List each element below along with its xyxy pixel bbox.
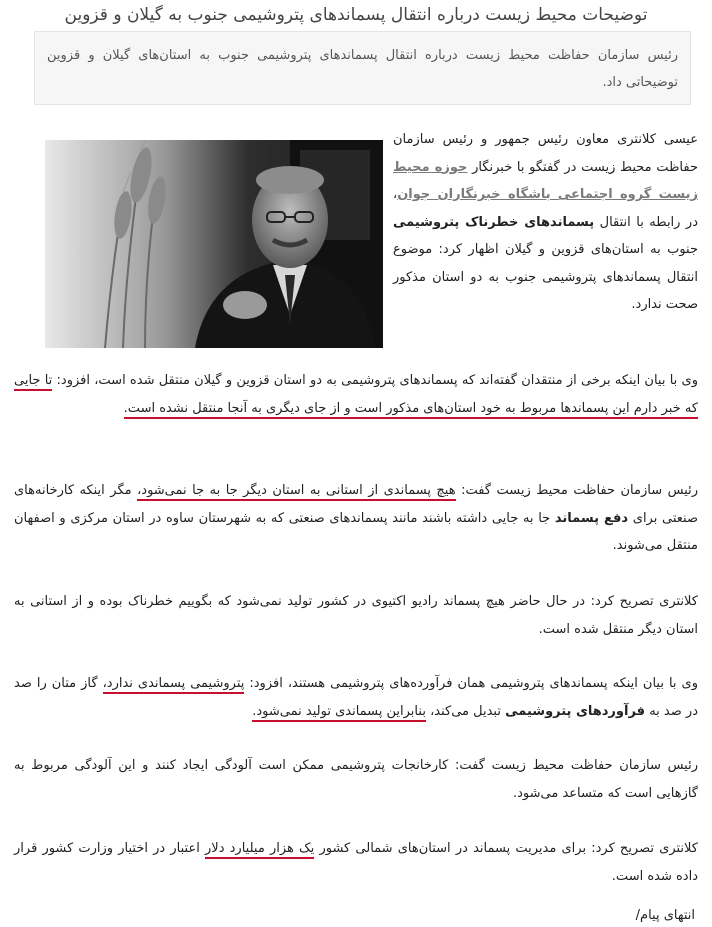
paragraph-7-underlined: یک هزار میلیارد دلار [205,841,314,859]
paragraph-3-bold: دفع پسماند [554,510,629,526]
paragraph-5-text-b: گاز متان را صد در صد به [14,676,698,719]
paragraph-1-text-b: ، در رابطه با انتقال [393,187,698,230]
article-lead: رئیس سازمان حفاظت محیط زیست درباره انتقال پسماندهای پتروشیمی جنوب به استان‌های گیلان و قزوین توضیحاتی داد. [34,31,691,105]
paragraph-2-underlined: تا جایی که خبر دارم این پسماندها مربوط به خود استان‌های مذکور است و از جای دیگری به آنجا منتقل نشده است. [14,373,698,419]
paragraph-5-underlined-2: بنابراین پسماندی تولید نمی‌شود. [252,704,426,722]
paragraph-5-bold: فرآوردهای پتروشیمی [505,703,646,719]
paragraph-5-underlined-1: پتروشیمی پسماندی ندارد، [103,676,245,694]
official-portrait-image [45,140,383,348]
paragraph-5-text-c: تبدیل می‌کند، [430,703,501,719]
paragraph-1-text-a: عیسی کلانتری معاون رئیس جمهور و رئیس سازمان حفاظت محیط زیست در گفتگو با خبرنگار [393,132,698,175]
paragraph-3 [14,477,698,560]
paragraph-2 [14,367,698,422]
paragraph-1-text-c: جنوب به استان‌های قزوین و گیلان اظهار کرد: موضوع انتقال پسماندهای پتروشیمی جنوب به دو استان مذکور صحت ندارد. [393,242,698,312]
article-photo [45,140,383,348]
paragraph-2-text-a: وی با بیان اینکه برخی از منتقدان گفته‌اند که پسماندهای پتروشیمی به دو استان قزوین و گیلان منتقل شده است، افزود: [56,373,698,388]
paragraph-6: رئیس سازمان حفاظت محیط زیست گفت: کارخانجات پتروشیمی ممکن است آلودگی ایجاد کنند و این آلودگی مربوط به گازهایی است که متساعد می‌شود. [14,758,698,801]
paragraph-3-text-c: جا به جایی داشته باشند مانند پسماندهای صنعتی که به شهرستان ساوه در استان مرکزی و اصفهان منتقل می‌شوند. [14,510,698,553]
paragraph-1 [393,126,698,319]
paragraph-4: کلانتری تصریح کرد: در حال حاضر هیچ پسماند رادیو اکتیوی در کشور تولید نمی‌شود که بگوییم خطرناک بوده و از استانی به استان دیگر منتقل شده است. [14,594,698,637]
paragraph-7-text-b: اعتبار در اختیار وزارت کشور قرار داده شده است. [14,841,698,884]
end-of-message: انتهای پیام/ [635,908,695,923]
paragraph-3-text-a: رئیس سازمان حفاظت محیط زیست گفت: [461,483,698,498]
paragraph-5 [14,670,698,725]
paragraph-1-bold: پسماندهای خطرناک پتروشیمی [393,214,595,230]
paragraph-3-text-b: مگر اینکه کارخانه‌های صنعتی برای [14,483,698,526]
news-agency-link[interactable]: حوزه محیط زیست گروه اجتماعی باشگاه خبرنگاران جوان [393,159,698,202]
article-title: توضیحات محیط زیست درباره انتقال پسماندهای پتروشیمی جنوب به گیلان و قزوین [64,5,648,25]
paragraph-3-underlined: هیچ پسماندی از استانی به استان دیگر جا به جا نمی‌شود، [137,483,456,501]
paragraph-7 [14,835,698,890]
paragraph-7-text-a: کلانتری تصریح کرد: برای مدیریت پسماند در استان‌های شمالی کشور [319,841,699,856]
paragraph-5-text-a: وی با بیان اینکه پسماندهای پتروشیمی همان فرآورده‌های پتروشیمی هستند، افزود: [249,676,698,691]
